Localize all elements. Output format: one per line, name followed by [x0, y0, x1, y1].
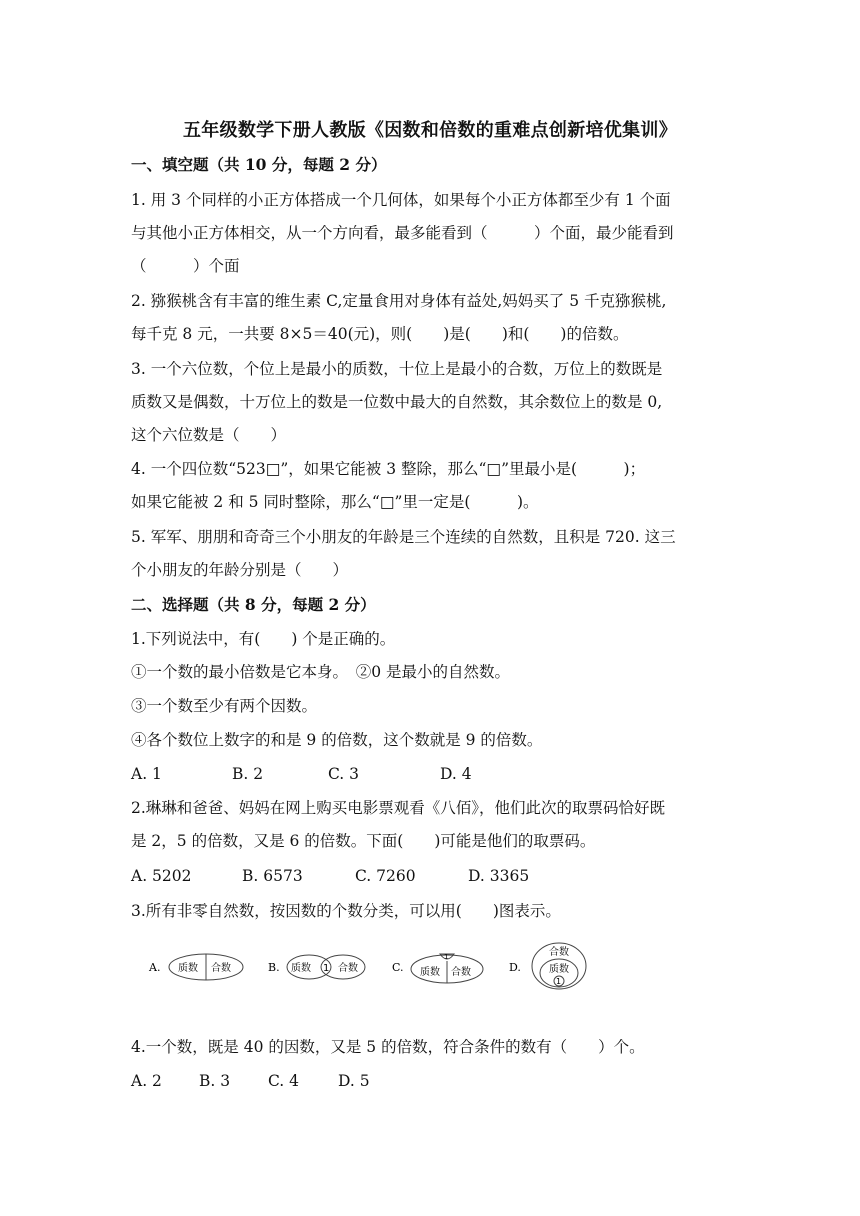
option-b-label: B.: [268, 961, 280, 974]
s1-q5-line2: 个小朋友的年龄分别是（ ）: [131, 561, 349, 579]
option-c-label: C.: [392, 961, 404, 974]
option-c[interactable]: C. 3: [328, 765, 360, 783]
s2-q2-stem-line1: 2.琳琳和爸爸、妈妈在网上购买电影票观看《八佰》，他们此次的取票码恰好既: [131, 799, 666, 817]
section-heading-multiple-choice: 二、选择题（共 8 分，每题 2 分）: [131, 595, 376, 614]
composite-label: 合数: [211, 963, 231, 974]
one-label: 1: [444, 953, 449, 961]
option-c-diagram[interactable]: [392, 953, 483, 983]
s1-q1-line2: 与其他小正方体相交，从一个方向看，最多能看到（ ）个面，最少能看到: [131, 224, 674, 242]
option-b-diagram[interactable]: [268, 955, 365, 979]
s2-q2-stem-line2: 是 2，5 的倍数，又是 6 的倍数。下面( )可能是他们的取票码。: [131, 832, 596, 850]
s1-q3-line2: 质数又是偶数，十万位上的数是一位数中最大的自然数，其余数位上的数是 0,: [131, 393, 663, 411]
s2-q1-statements-1-2: ①一个数的最小倍数是它本身。 ②0 是最小的自然数。: [131, 663, 511, 681]
s1-q1-line1: 1. 用 3 个同样的小正方体搭成一个几何体，如果每个小正方体都至少有 1 个面: [131, 191, 671, 209]
one-label: 1: [323, 963, 330, 974]
option-b[interactable]: B. 2: [232, 765, 264, 783]
s1-q5-line1: 5. 军军、朋朋和奇奇三个小朋友的年龄是三个连续的自然数，且积是 720. 这三: [131, 528, 676, 546]
prime-label: 质数: [291, 963, 311, 974]
s1-q4-line2: 如果它能被 2 和 5 同时整除，那么“□”里一定是( )。: [131, 493, 539, 511]
option-d[interactable]: D. 4: [440, 765, 472, 783]
option-d-label: D.: [509, 961, 521, 974]
venn-options-figure: [131, 940, 741, 992]
option-a[interactable]: A. 5202: [131, 867, 192, 885]
prime-label: 质数: [420, 967, 440, 978]
section-heading-fill-blank: 一、填空题（共 10 分，每题 2 分）: [131, 155, 387, 174]
option-d[interactable]: D. 5: [338, 1072, 370, 1090]
s1-q2-line2: 每千克 8 元，一共要 8×5＝40(元)，则( )是( )和( )的倍数。: [131, 325, 629, 343]
option-a-diagram[interactable]: [148, 954, 243, 980]
s1-q3-line1: 3. 一个六位数，个位上是最小的质数，十位上是最小的合数，万位上的数既是: [131, 360, 663, 378]
s2-q1-statement-4: ④各个数位上数字的和是 9 的倍数，这个数就是 9 的倍数。: [131, 731, 543, 749]
composite-label: 合数: [549, 947, 569, 958]
option-b[interactable]: B. 6573: [242, 867, 303, 885]
composite-label: 合数: [451, 967, 471, 978]
option-c[interactable]: C. 4: [268, 1072, 300, 1090]
prime-label: 质数: [549, 964, 569, 975]
option-d[interactable]: D. 3365: [468, 867, 530, 885]
one-label: 1: [556, 977, 562, 986]
option-a[interactable]: A. 1: [131, 765, 162, 783]
s2-q4-stem: 4.一个数，既是 40 的因数，又是 5 的倍数，符合条件的数有（ ）个。: [131, 1038, 645, 1056]
s1-q4-line1: 4. 一个四位数“523□”，如果它能被 3 整除，那么“□”里最小是( )；: [131, 460, 646, 478]
page-title: 五年级数学下册人教版《因数和倍数的重难点创新培优集训》: [182, 120, 678, 141]
option-c[interactable]: C. 7260: [355, 867, 416, 885]
option-d-diagram[interactable]: [509, 943, 586, 989]
s1-q3-line3: 这个六位数是（ ）: [131, 426, 287, 444]
option-a-label: A.: [149, 961, 161, 974]
s2-q1-statement-3: ③一个数至少有两个因数。: [131, 697, 318, 715]
prime-label: 质数: [178, 963, 198, 974]
s1-q2-line1: 2. 猕猴桃含有丰富的维生素 C,定量食用对身体有益处,妈妈买了 5 千克猕猴桃,: [131, 292, 667, 310]
option-a[interactable]: A. 2: [131, 1072, 162, 1090]
composite-label: 合数: [338, 963, 358, 974]
s1-q1-line3: （ ）个面: [131, 257, 240, 275]
s2-q3-stem: 3.所有非零自然数，按因数的个数分类，可以用( )图表示。: [131, 902, 561, 920]
option-b[interactable]: B. 3: [199, 1072, 231, 1090]
s2-q1-stem: 1.下列说法中，有( ) 个是正确的。: [131, 630, 396, 648]
